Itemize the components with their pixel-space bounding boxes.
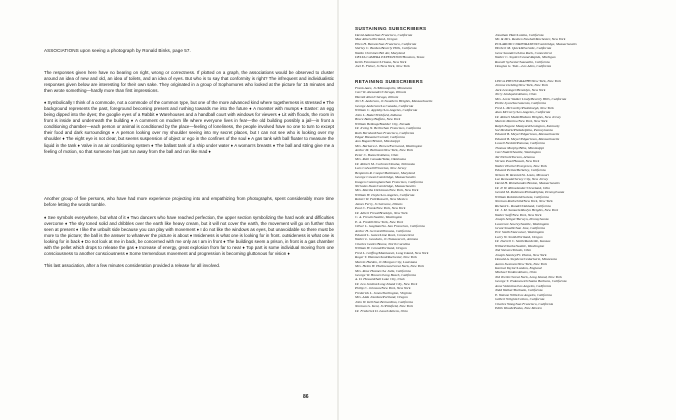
subscriber-entry: LEICA PHOTOGRAPHY/New York, New York: [495, 79, 561, 83]
subscriber-entry: Dr. Darrell C. Smith/Reedville, Kansas: [495, 239, 551, 244]
subscriber-entry: Lowell Nesbitt/Pomona, California: [495, 141, 545, 146]
subscriber-entry: C. A. Frewin/Seattle, Washington: [355, 215, 403, 220]
subscriber-entry: Gene Saunders/Lima Rock, Connecticut: [495, 50, 552, 55]
subscriber-entry: Anne Valentine/Los Angeles, California: [495, 283, 552, 288]
subscriber-entry: Paul C. Frank/New York, New York: [355, 206, 406, 211]
subscriber-entry: David Adams/San Francisco, California: [355, 33, 413, 37]
subscriber-entry: Bruce Bailey/Buffalo, New York: [355, 117, 401, 122]
subscriber-entry: Tod Stevens/Toledo, Ohio: [495, 248, 532, 253]
sophomore-associations-paragraph: ♦ Symbolically I think of a commode, not a commode of the common type, but one of the more advanced kind where togetherness is stressed ♦ The background represents the past, foreground becoming present and rushing towards me into the future ♦ A monster with mumps ♦ Easter: an egg being dipped into the dyes; the googlie eyes of a Rabbit ♦ Warehouses and a handball court with windows for viewers ♦ Lit with floods, the room in front is inside and underneath the building ♦ A comment on modern life where everyone lives in fear—the old building possibly a jail—in front a conditioning chamber—each person or animal is conditioned by the place—feeling of loneliness, the people involved have no one to turn to except their food and dark surroundings ♦ A person looking over my shoulder seeing into my secret places, but I can not see who is looking over my shoulder ♦ The eight eye is not clear, but seems suspension of object or ego in the confines of the soul ♦ A gas tank with ball floater to measure the liquid in the tank ♦ Valve in an air conditioning system ♦ The ballast tank of a ship under water ♦ A woman's breasts ♦ The ball and string give me a feeling of motion, so that someone has just run away from the ball and run like mad ♦: [44, 100, 334, 154]
subscriber-entry: Robert W. Fall/Roswell, New Mexico: [355, 197, 408, 202]
subscriber-entry: Norman G. Kent, Jr./Pittsfield, New York: [355, 304, 413, 309]
subscriber-entry: Nicholas Dean/Cambridge, Massachusetts: [355, 183, 416, 188]
subscriber-entry: Mrs. Helen H. Hollowsan/Great Neck, New York: [355, 264, 424, 269]
subscriber-entry: Mrs. Barbara L. Brown/Everwood, Washington: [355, 143, 423, 148]
subscriber-entry: Jerome Liebling/New York, New York: [495, 83, 548, 88]
subscriber-entry: Aaron Swenson/New York, New York: [495, 261, 547, 266]
intro-paragraph: The responses given here have no bearing on right, wrong or correctness. If plotted on a graph, the associations would be observed to cluster around an idea of new and old, an idea of toilets, and an idea of eyes. But who is to say that conformity is right? The infrequent and individualistic responses given below are interesting for their own sake. They originated in a group of Sophomores who looked at the picture for 15 minutes and then wrote something—hardly more than first impressions.: [44, 70, 334, 94]
subscriber-entry: Ann Bogart/Bristol, Mississippi: [355, 139, 400, 144]
subscriber-entry: Karmal Taylor/London, England: [495, 266, 542, 271]
subscriber-entry: Arthur M. Bullivant/New York, New York: [355, 148, 413, 153]
subscriber-entry: Edward Pettus/Berkeley, California: [495, 168, 546, 173]
subscriber-entry: Imogen Cunningham/San Francisco, California: [355, 179, 423, 184]
sustaining-list-col2: [495, 33, 635, 69]
subscriber-entry: Thomas Murphy/Bliss, Mississippi: [495, 145, 544, 150]
subscriber-entry: Joseph Stanley/Ft. Plains, New York: [495, 252, 547, 257]
subscriber-entry: A. D. Howard/Salt Lake City, Utah: [355, 277, 405, 282]
subscriber-entry: Herbert M. Quick/Riverside, California: [495, 46, 552, 51]
subscriber-entry: Shirley C. Burden/Beverly Hills, California: [355, 46, 417, 51]
subscriber-entry: Frank Aaes, Jr./Minneapolis, Minnesota: [355, 86, 413, 90]
subscriber-entry: Dr. Robert Maltz/Hudson Heights, New Jersey: [495, 114, 561, 119]
subscriber-entry: Mrs. Ruth Canada/Yalta, Oklahoma: [355, 157, 407, 162]
subscriber-entry: Ellen H. Benson/San Francisco, California: [355, 41, 417, 46]
subscriber-entry: Dr. J. M. Samuels/Ruslyn Heights, New York: [495, 208, 559, 213]
subscriber-entry: Teri E. Anderson, Jr./Southern Heights, Massachusetts: [355, 99, 433, 104]
subscriber-entry: Philip C. Johnson/New York, New York: [355, 286, 411, 291]
subscriber-entry: Douglas G. Yule—Los Altos, California: [495, 64, 552, 69]
subscriber-entry: Lee Renwald/Jersey City, New Jersey: [495, 176, 549, 181]
subscriber-entry: Keith Fennimore/Urbana, New York: [355, 59, 407, 64]
subscriber-entry: Waldo Christner/Bel Air, Maryland: [355, 50, 405, 55]
subscriber-entry: Mrs. Lovie Walker Lindy/Beverly Hills, California: [495, 96, 567, 101]
subscriber-entry: Richard L. Rundel/Oakland, California: [495, 203, 551, 208]
left-text-column: [44, 48, 334, 269]
subscriber-entry: Nelson H. Resnick/St. Louis, Missouri: [495, 172, 549, 177]
subscriber-entry: George Cowen/Cambridge, Massachusetts: [355, 175, 416, 180]
subscriber-entry: Fred L. Griffing/Manhasset, Long Island, New York: [355, 250, 429, 255]
second-group-paragraph: Another group of five persons, who have had more experience projecting into and empathizing from photographs, spent considerably more time before letting the words tumble.: [44, 195, 334, 207]
subscriber-entry: Edward L. Gates/Lime Rock, Connecticut: [355, 232, 414, 237]
retaining-list-col2: [495, 79, 635, 311]
subscriber-entry: George W. Hoover/Long Beach, California: [355, 273, 417, 278]
subscriber-entry: Larry W. Smith/Portland, Oregon: [495, 234, 543, 239]
subscriber-entry: Donald A. Stephens/Cedarhurst, Minnesota: [495, 257, 557, 262]
subscriber-entry: George T. Trakosowich/Santa Barbara, California: [495, 279, 567, 284]
subscriber-entry: E. A. Fredell/New York, New York: [355, 219, 404, 224]
subscriber-entry: Pirkle Lyon/Sacramento, California: [495, 101, 547, 106]
subscriber-entry: David H. Rhinelander/Boston, Massachusetts: [495, 181, 560, 186]
subscriber-entry: William C. Appleby/Los Angeles, California: [355, 108, 418, 113]
retaining-list-col1: [355, 86, 490, 313]
subscriber-entry: Gerald M. Robinson/Philadelphia, Pennsylvania: [495, 190, 565, 195]
subscriber-entry: Edward B. Meyer/Edgartown, Massachusetts: [495, 132, 560, 137]
subscriber-entry: Ralph Eugene Meatyard/Lexington, Kentucky: [495, 123, 560, 128]
subscriber-entry: George Anderson/La Canada, California: [355, 103, 414, 108]
subscriber-entry: DELTA CAMERA EXPEDITION/Houston, Texas: [355, 55, 425, 60]
subscriber-entry: Grant Smallie/San Jose, California: [495, 225, 546, 230]
sustaining-subscribers-section: [355, 26, 673, 69]
subscriber-entry: Carl W. Alexander/Chicago, Illinois: [355, 90, 407, 95]
subscriber-entry: Dr. Frederick D. Lauch/Athens, Ohio: [355, 308, 408, 313]
subscriber-entry: Roger T. Hammerlund/Rochester, New York: [355, 255, 417, 260]
subscriber-entry: Vernon Peal/Hawaii, New York: [495, 159, 540, 164]
subscriber-entry: Walter Pischer/Evergreen, New York: [495, 163, 547, 168]
subscriber-entry: Walter L. Goodwin, Jr./Tumacacori, Arizona: [355, 237, 419, 242]
subscriber-entry: Jack Lessinger/Brooklyn, New York: [495, 87, 546, 92]
subscriber-entry: Arthur H. Gerrard/Pomona, California: [355, 228, 411, 233]
subscriber-entry: John W. Kell/San Bernardino, California: [355, 299, 414, 304]
subscriber-entry: Marvin Marlow/New York, New York: [495, 119, 548, 124]
subscriber-entry: Dr. Leo Jenkins/Long Island City, New York: [355, 281, 418, 286]
subscriber-entry: Edward B. Meyer/Edgartown, Massachusetts: [495, 136, 560, 141]
subscriber-entry: Joel E. Fisher, Jr./New York, New York: [355, 64, 410, 69]
subscriber-entry: Eric Smith/Vancouver, Washington: [495, 230, 545, 235]
subscriber-entry: Willard Starks/Seattle, Washington: [495, 243, 545, 248]
subscriber-entry: William H. Grund/Portland, Oregon: [355, 246, 407, 251]
subscriber-entry: Tal Nicholi/Tucson, Arizona: [495, 154, 535, 159]
subscriber-entry: Dr. P. W. Rhinelander/Cleveland, Ohio: [495, 185, 550, 190]
subscriber-entry: Ruth Bernhard/San Francisco, California: [355, 130, 415, 135]
page-number: 86: [303, 394, 309, 400]
associations-heading: ASSOCIATIONS upon seeing a photograph by Ronald Binks, page 57.: [44, 48, 191, 53]
subscriber-entry: Charles Gotier/Boone, North Carolina: [355, 241, 411, 246]
subscriber-entry: Michael Tonkin/Athens, Ohio: [495, 270, 537, 275]
subscriber-entry: Walter Seiff/New York, New York: [495, 212, 542, 217]
subscriber-entry: Mrs. Martha Dickinson/New York, New York: [355, 188, 419, 193]
subscriber-entry: Norman Rothschild/New York, New York: [495, 199, 553, 204]
sustaining-heading: SUSTAINING SUBSCRIBERS: [355, 26, 427, 31]
experienced-associations-paragraph: ♦ See symbols everywhere, but what of it ♦ Two dancers who have reached perfection, the upper section symbolizing the hard work and difficulties overcome ♦ The sky toned solid and dribbles over the earth like heavy cream, but it will not cover the earth, the movement will go on further than seen at present ♦ I like the unbuilt side because you can play with movement ♦ I do not like the windows as eyes, but unavoidable so there must be more to the picture; the ball is the answer to whatever the picture is about ♦ Insideness is what one is looking for in front. outsideness is what one is looking for in back ♦ Do not look at me in back, be concerned with me only as I am in front ♦ The buildings seem a prison, in front is a gas chamber with the pellet which drops to release the gas ♦ Increase of energy, great explosion from far to near ♦ Top part is some individual moving from one consciousness to another consciousness ♦ Some tremendous movement and progression is becoming gluttonous for vision ♦: [44, 214, 334, 256]
subscriber-entry: Mrs. Rose Hosmer/La Jolla, California: [355, 268, 411, 273]
right-page: [338, 0, 676, 420]
subscriber-entry: Dr. Robert M. Cochran/Omaha, Nebraska: [355, 161, 415, 166]
subscriber-entry: Oliver L. Gagliani/So. San Francisco, California: [355, 224, 425, 229]
subscriber-entry: Mr. & Mrs. Reuben Newhall/Rochester, New York: [495, 37, 566, 42]
subscriber-entry: Lars Colwell/Princeton, New Jersey: [355, 166, 407, 171]
sustaining-list-col1: [355, 33, 495, 69]
subscriber-entry: Dr. Albert Freed/Brooklyn, New York: [355, 210, 408, 215]
subscriber-entry: POLAROID CORPORATION/Cambridge, Massachusetts: [495, 41, 577, 46]
subscriber-entry: Russell Sylvester/Sausalito, California: [495, 59, 550, 64]
subscriber-entry: William Belknap/Boulder City, Nevada: [355, 121, 411, 126]
subscriber-entry: Mrs. Alda Jourdan/Portland, Oregon: [355, 295, 408, 300]
subscriber-entry: Dr. Irving N. Berlin/San Francisco, California: [355, 126, 422, 131]
subscriber-entry: Benjamin R. Cooper/Baltimore, Maryland: [355, 170, 415, 175]
subscriber-entry: E. Watson Wills/Los Angeles, California: [495, 292, 552, 297]
subscriber-entry: Alan McCurry/Los Angeles, California: [495, 110, 551, 115]
subscriber-entry: Max Albers/Portland, Oregon: [355, 37, 398, 42]
subscriber-entry: Ted Tectler/Great Neck, Long Island, New York: [495, 274, 562, 279]
subscriber-entry: Harold Allen/Chicago, Illinois: [355, 94, 399, 99]
subscriber-entry: James Ferry, Jr./Glencoe, Illinois: [355, 201, 403, 206]
subscriber-entry: Marvin Harden, Jr./Morgan City, Louisiana: [355, 259, 418, 264]
subscriber-entry: William Robinhold/Goleta, California: [495, 194, 549, 199]
subscriber-entry: Edith Woods/Pasko, New Mexico: [495, 306, 542, 311]
subscriber-entry: Fred L. McCarthy/Plattsburgh, New York: [495, 105, 554, 110]
subscriber-entry: Jonathan Hale/Lomita, California: [495, 33, 544, 37]
subscriber-entry: William H. Doyle/Los Angeles, California: [355, 192, 415, 197]
subscriber-entry: John L. Baker/Wickford, Indiana: [355, 112, 402, 117]
subscriber-entry: Carl Nadell/Seattle, Washington: [495, 150, 541, 155]
subscriber-entry: Walter C. Snyder/Grand Rapids, Michigan: [495, 55, 556, 60]
subscriber-entry: Gilbert Wrights/Colton, California: [495, 297, 545, 302]
subscriber-entry: Joseph Seliger/Berwyn, Pennsylvania: [495, 217, 549, 222]
closing-paragraph: This last association, after a few minutes consideration provided a release for all involved.: [44, 263, 221, 269]
subscriber-entry: Terry Lindquist/Athens, Ohio: [495, 92, 537, 97]
retaining-subscribers-section: [355, 79, 673, 313]
subscriber-entry: Todd Walker/Burbank, California: [495, 288, 543, 293]
retaining-heading: RETAINING SUBSCRIBERS: [355, 79, 424, 84]
subscriber-entry: Charles Wong/San Francisco, California: [495, 301, 554, 306]
subscriber-entry: Lawrence Sowrey/Seattle, Washington: [495, 221, 550, 226]
subscriber-entry: Edgar Bissantz/Cornell, California: [355, 134, 405, 139]
subscriber-entry: Peter C. Bunnell/Athens, Ohio: [355, 152, 399, 157]
subscriber-entry: Frederick L. Jones/Darlington, Virginia: [355, 290, 412, 295]
subscriber-entry: Sol Mednick/Philadelphia, Pennsylvania: [495, 127, 553, 132]
